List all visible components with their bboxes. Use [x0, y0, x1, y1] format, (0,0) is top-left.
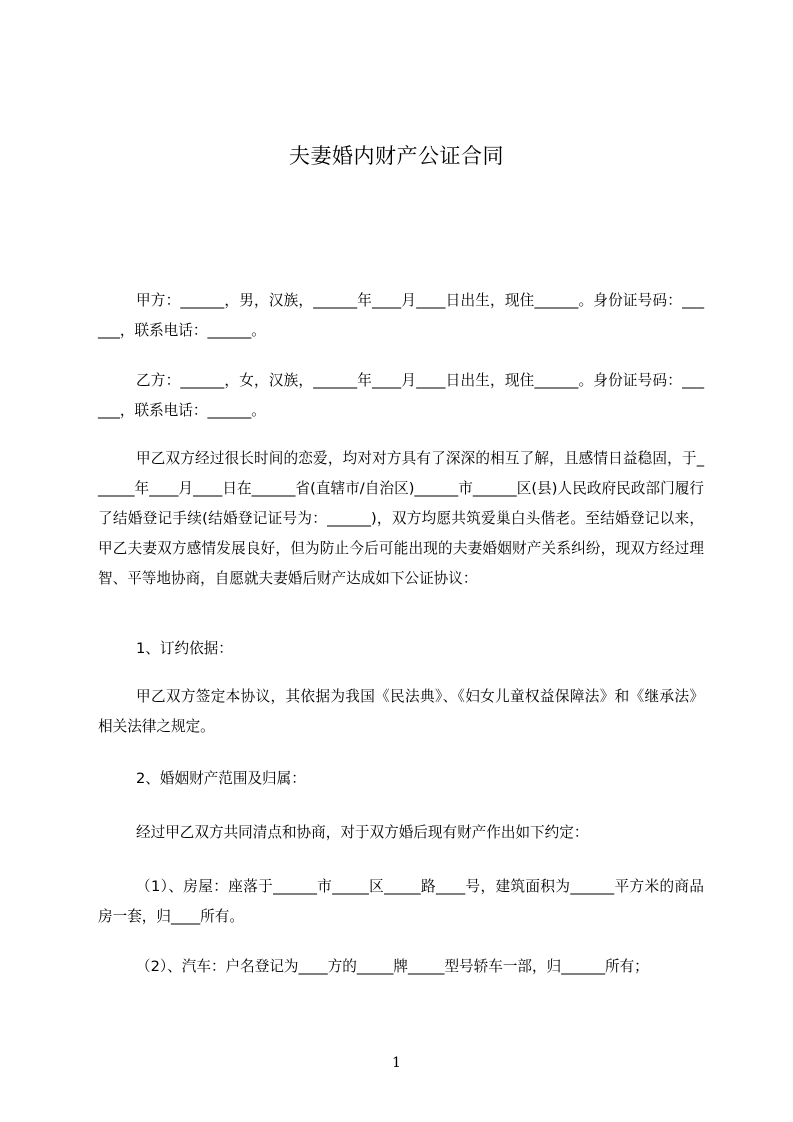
party-a-paragraph: 甲方：______，男，汉族，______年____月____日出生，现住______。身份证号码：______，联系电话：______。 — [98, 292, 704, 339]
car-clause-paragraph: （2）、汽车：户名登记为____方的_____牌_____型号轿车一部，归______所有； — [136, 958, 649, 975]
section-heading-basis: 1、订约依据： — [136, 640, 233, 657]
document-title: 夫妻婚内财产公证合同 — [289, 144, 504, 168]
property-intro-paragraph: 经过甲乙双方共同清点和协商，对于双方婚后现有财产作出如下约定： — [136, 824, 589, 841]
house-clause-paragraph: （1）、房屋：座落于______市_____区_____路____号，建筑面积为______平方米的商品房一套，归____所有。 — [98, 878, 704, 925]
party-b-paragraph: 乙方：______，女，汉族，______年____月____日出生，现住______。身份证号码：______，联系电话：______。 — [98, 372, 704, 419]
basis-paragraph: 甲乙双方签定本协议，其依据为我国《民法典》、《妇女儿童权益保障法》和《继承法》相关法律之规定。 — [98, 688, 704, 735]
preamble-paragraph: 甲乙双方经过很长时间的恋爱，均对对方具有了深深的相互了解，且感情日益稳固，于______年____月____日在______省(直辖市/自治区)______市______区(县)人民政府民政部门履行了结婚登记手续(结婚登记证号为：______)，双方均愿共筑爱巢白头偕老。至结婚登记以来，甲乙夫妻双方感情发展良好，但为防止今后可能出现的夫妻婚姻财产关系纠纷，现双方经过理智、平等地协商，自愿就夫妻婚后财产达成如下公证协议： — [98, 450, 704, 587]
section-heading-property: 2、婚姻财产范围及归属： — [136, 770, 306, 787]
page-number: 1 — [392, 1055, 401, 1071]
